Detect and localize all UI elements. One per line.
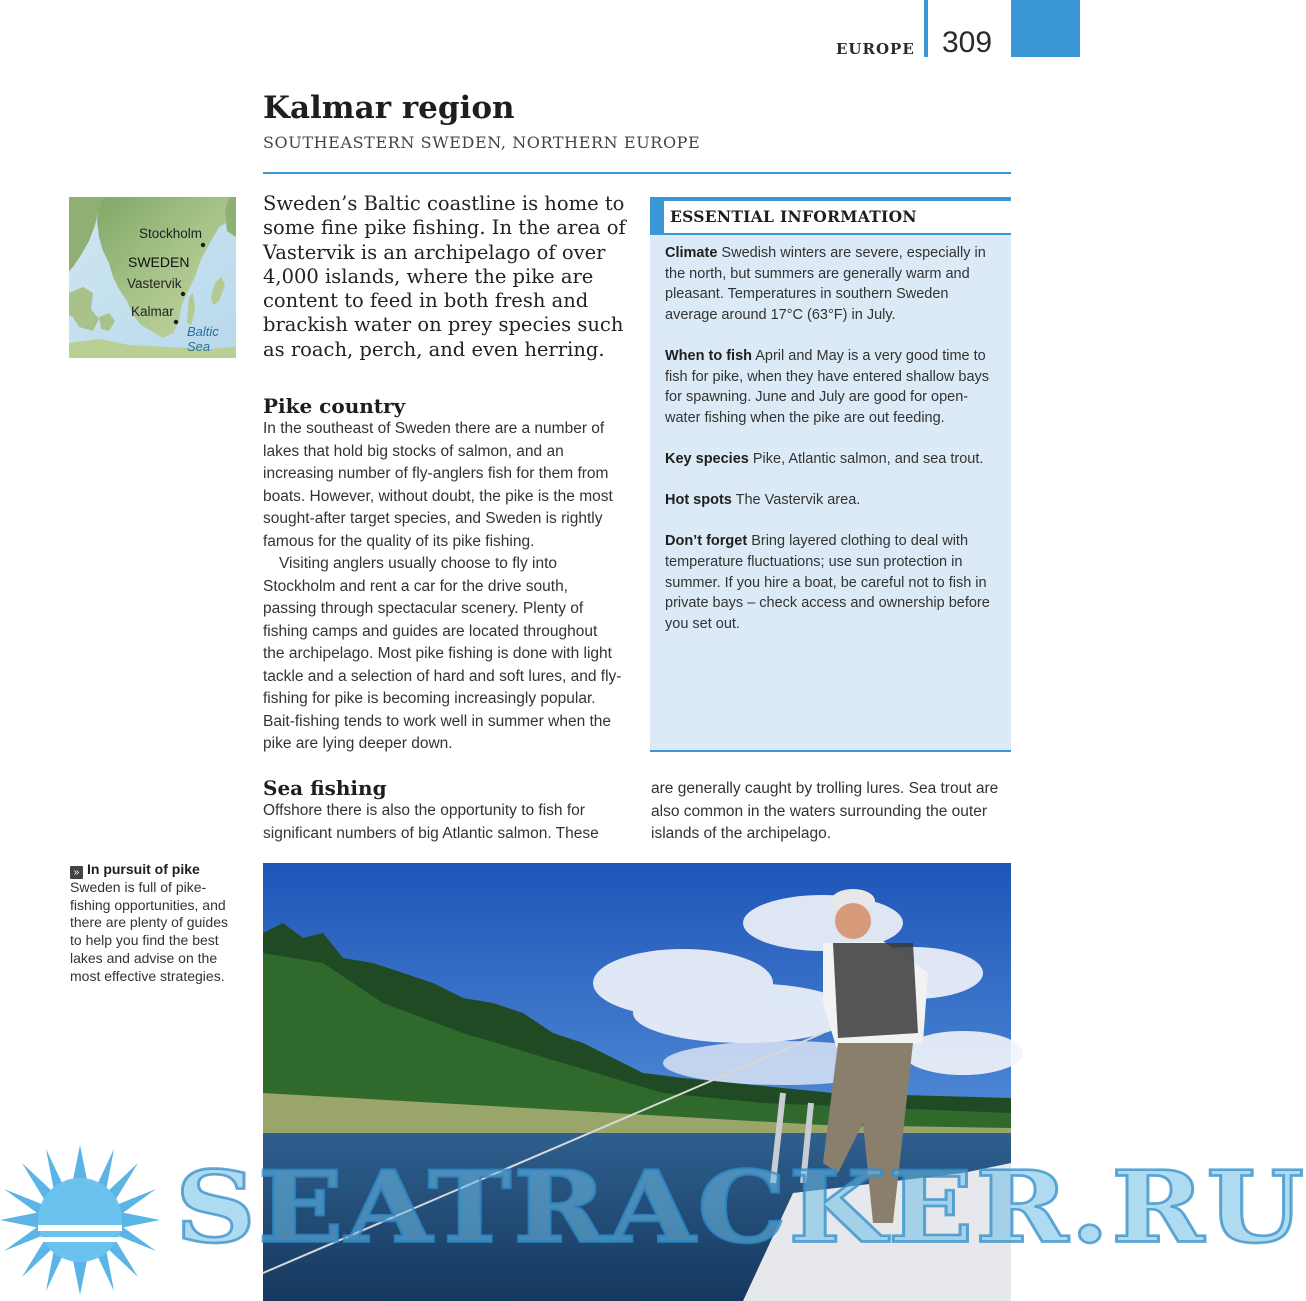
stockholm-marker — [201, 243, 205, 247]
info-item-text: Pike, Atlantic salmon, and sea trout. — [752, 450, 984, 467]
section-heading-sea: Sea fishing — [263, 776, 387, 800]
vastervik-marker — [181, 292, 185, 296]
info-item-when-to-fish — [665, 346, 1000, 428]
watermark-sun-icon — [0, 1145, 160, 1295]
info-item-label: Hot spots — [665, 492, 732, 509]
kalmar-marker — [174, 320, 178, 324]
pike-body — [263, 418, 623, 756]
map-label-kalmar: Kalmar — [131, 304, 174, 319]
watermark-text: SEATRACKER.RU — [175, 1150, 1306, 1266]
section-label: EUROPE — [836, 40, 915, 58]
header-divider — [924, 0, 928, 57]
pike-paragraph-1: In the southeast of Sweden there are a number of lakes that hold big stocks of salmon, and an increasing number of fly-anglers fish for them from boats. However, without doubt, the pike is the most sought-after target species, and Sweden is rightly famous for the quality of its pike fishing. — [263, 420, 613, 550]
section-heading-pike: Pike country — [263, 394, 406, 418]
info-item-text: Swedish winters are severe, especially in the north, but summers are generally warm and pleasant. Temperatures in southern Sweden average around 17°C (63°F) in July. — [665, 245, 986, 323]
map-label-sweden: SWEDEN — [128, 254, 190, 270]
page-subtitle: SOUTHEASTERN SWEDEN, NORTHERN EUROPE — [263, 133, 701, 152]
info-item-label: Climate — [665, 245, 718, 261]
info-item-label: Key species — [665, 450, 749, 467]
page-number: 309 — [942, 26, 993, 59]
info-item-text: April and May is a very good time to fish for pike, when they have entered shallow bays for spawning. June and July are good for open-water fishing when the pike are out feeding. — [665, 347, 990, 426]
info-item-label: Don’t forget — [665, 533, 748, 550]
info-item-climate — [665, 243, 1000, 325]
page-title: Kalmar region — [263, 90, 515, 126]
sea-paragraph-col1: Offshore there is also the opportunity to fish for significant numbers of big Atlantic salmon. These — [263, 802, 599, 842]
corner-accent-block — [1011, 0, 1080, 57]
location-map — [69, 197, 236, 358]
map-label-stockholm: Stockholm — [139, 226, 203, 241]
info-box-body — [665, 243, 1000, 655]
info-item-hot-spots — [665, 490, 1000, 511]
caption-text: Sweden is full of pike-fishing opportunities, and there are plenty of guides to help you find the best lakes and advise on the most effective strategies. — [70, 879, 228, 984]
sea-paragraph-col2: are generally caught by trolling lures. Sea trout are also common in the waters surrounding the outer islands of the archipelago. — [651, 780, 999, 842]
map-label-sea: Sea — [187, 339, 211, 354]
info-box-accent-bar — [650, 197, 664, 235]
intro-paragraph: Sweden’s Baltic coastline is home to some fine pike fishing. In the area of Vastervik is an archipelago of over 4,000 islands, where the pike are content to feed in both fresh and brackish water on prey species such as roach, perch, and even herring. — [263, 192, 626, 361]
info-item-key-species — [665, 449, 1000, 470]
info-box-heading: ESSENTIAL INFORMATION — [670, 207, 917, 226]
double-chevron-icon: » — [70, 866, 83, 879]
map-label-baltic: Baltic — [187, 324, 219, 339]
photo-caption — [70, 861, 232, 985]
info-item-text: Bring layered clothing to deal with temperature fluctuations; use sun protection in summer. If you hire a boat, be careful not to fish in private bays – check access and ownership before you set out. — [665, 533, 990, 632]
map-label-vastervik: Vastervik — [127, 276, 182, 291]
info-item-dont-forget — [665, 531, 1000, 634]
pike-paragraph-2: Visiting anglers usually choose to fly into Stockholm and rent a car for the drive south, passing through spectacular scenery. Plenty of fishing camps and guides are located throughout the archipelago. Most pike fishing is done with light tackle and a selection of hard and soft lures, and fly-fishing for pike is becoming increasingly popular. Bait-fishing tends to work well in summer when the pike are lying deeper down. — [263, 555, 622, 752]
info-item-label: When to fish — [665, 347, 752, 364]
caption-title: In pursuit of pike — [87, 861, 200, 877]
info-item-text: The Vastervik area. — [735, 492, 861, 509]
title-divider — [263, 172, 1011, 174]
